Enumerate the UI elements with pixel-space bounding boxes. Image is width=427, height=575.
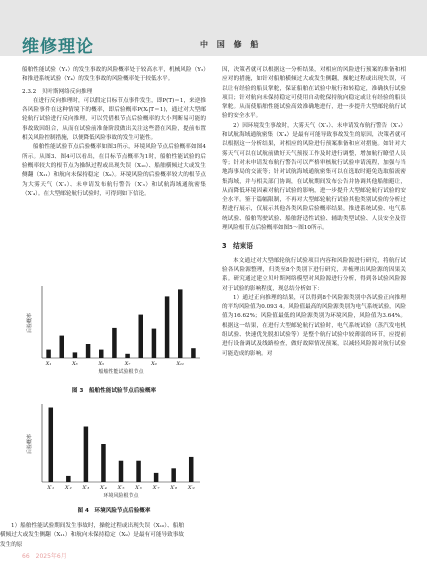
x-tick-label: X′₅ (117, 485, 125, 491)
bar (189, 457, 194, 482)
x-tick-label: X₉ (151, 361, 157, 367)
x-tick-label: X′₆ (135, 485, 142, 491)
x-tick-label: X₃ (72, 361, 78, 367)
paragraph: 因，决策者就可以根据这一分析结果，对相应的风险进行预案的准备和相应对的措施，如针对船舶横倾过大或发生侧翻，操舵过程或出现失误，可以让有经验的船员掌舵，保证船舶在试验中航行和转稳定，准确执行试验项目；针对航向未保持稳定可使用自动舵保持航向稳定或让有经验的船员掌舵。从而使船舶性能试验高效准确地进行，进一步提升大型邮轮航行试验的安全水平。 (222, 67, 406, 120)
figure-3 (22, 282, 206, 397)
x-tick-label: X₅ (98, 361, 105, 367)
bar (84, 427, 89, 482)
left-column-bottom (0, 522, 184, 550)
bar (152, 329, 157, 358)
paragraph: 在进行反向推理时，可以假定目标节点事件发生，即P(T)＝1，来逆推各风险事件在这种情境下的概率，即后验概率P(Xᵢ|T＝1)，通过对大型邮轮航行试验进行反向推理，可以凭借根节点后验概率的大小判断易可能的事故致因组合，从而在试验前准备阶段做出关注这些潜在风险，提前布置相关风险控制措施，以便降低风险事故的发生可能性。 (22, 97, 206, 142)
figure-4 (22, 400, 206, 518)
x-tick-label: X′₇ (152, 485, 160, 491)
figure-3-caption: 图 3 船舶性能试验节点后验概率 (71, 388, 157, 394)
bar (73, 352, 78, 358)
figure-3-chart (22, 282, 206, 380)
paragraph: 2）因环境发生事故时，大雾天气（X′₁）、未申请发布航行警告（X′₃）和试航海域通航密集（X′₄）是最有可能导致事故发生的原因，决策者就可以根据这一分析结果，对相应的风险进行预案准备和应对措施。如针对大雾天气可以在试航前做好天气预报工作及时进行调整，增加航行瞭望人员等；针对未申请发布航行警告可以严格审核航行试验申请流程，加强与当地海事局的交流等；针对试航海域通航密集可以在选取时避免选取船流密集海域，并与相关部门协调，在试航期间发布公告并协调其他船舶避让，从而降低环境因素对航行试验的影响，进一步提升大型邮轮航行试验的安全水平。鉴于篇幅限制，不再对大型邮轮航行试验其他类别试验的分析过程进行展示，仅展示其他各类风险后验概率结果。推进系统试验、电气系统试验、船舶驾驶试验、船舶舒适性试验、辅助类型试验、人员安全及管理风险根节点后验概率如图5～图10所示。 (222, 122, 406, 232)
figure-4-chart (22, 400, 206, 504)
x-tick-label: X₁₁ (176, 361, 185, 367)
paragraph: 本文通过对大型邮轮航行试验项目内容和风险源进行研究，将航行试验各风险源整理，归类至8个类别下进行研究，并梳理出风险源的因果关系。研究通过建立贝叶斯网络模型对风险源进行分析，得到各试验风险源对于试验的影响程度，现总结分析如下： (222, 257, 406, 292)
page-header (0, 0, 427, 56)
bar (101, 444, 106, 482)
paragraph: 1）通过正向推理的结果，可以得到8个风险源类别中各试验正向推理的平均风险值为0.093 4。风险值最高的风险源类别为电气系统试验，风险值为16.62%；风险值最低的风险源类别为环境风险，风险值为3.64%。根据这一结果，在进行大型邮轮航行试验时，电气系统试验（蒸汽发电机组试验、快速优先脱扣试验等）是整个航行试验中较薄弱的环节，应提前进行设备调试及线路检查，做好故障情况预案，以减轻风险源对航行试验可能造成的影响。对 (222, 294, 406, 357)
x-tick-label: X′₄ (100, 485, 107, 491)
x-tick-label: X′₃ (82, 485, 90, 491)
x-tick-label: X′₉ (187, 485, 195, 491)
section-title: 维修理论 (22, 37, 94, 57)
bar (112, 328, 117, 358)
bar (66, 476, 71, 482)
paragraph: 船舶性能试验节点后验概率如图3所示，环境风险节点后验概率如图4所示。从图3、图4可以看出，在目标节点概率为1时，船舶性能试验的后验概率较大的根节点为操纵过程或出现失误（X₁₀）、船舶横倾过大或发生侧翻（X₁₁）和航向未保持稳定（X₉）。环境风险的后验概率较大的根节点为大雾天气（X′₁）、未申请发布航行警告（X′₃）和试航海域通航密集（X′₄）。在大型邮轮航行试验时，可得到如下信论。 (22, 144, 206, 197)
x-axis-label: 船舶性能试验根节点 (98, 369, 144, 375)
x-axis-label: 环境风险根节点 (103, 493, 139, 499)
x-tick-label: X′₂ (64, 485, 72, 491)
y-axis-label: 后验概率 (27, 312, 33, 334)
paragraph: 船舶性能试验（Y₁）的发生事故的风险概率处于较高水平，机械风险（Y₃）和推进系统试验（Y₄）的发生事故的风险概率处于较低水平。 (22, 67, 206, 83)
x-tick-label: X′₁ (47, 485, 55, 491)
x-tick-label: X₁ (45, 361, 52, 367)
bar (165, 296, 170, 358)
bar (60, 336, 65, 358)
bar (99, 350, 104, 358)
bar (119, 461, 124, 482)
bar (136, 461, 141, 482)
bar (139, 315, 144, 358)
section-heading: 3 结束语 (222, 242, 253, 251)
x-tick-label: X₇ (124, 361, 131, 367)
bar (191, 348, 196, 358)
bar (49, 408, 54, 482)
x-tick-label: X′₈ (170, 485, 178, 491)
figure-4-caption: 图 4 环境风险节点后验概率 (77, 508, 151, 514)
y-axis-label: 后验概率 (27, 433, 33, 455)
bar (46, 350, 51, 358)
page-footer: 66 2025年6月 (22, 553, 67, 560)
bar (154, 473, 159, 482)
bar (125, 354, 130, 358)
journal-logo: 中 国 修 船 (200, 39, 262, 49)
bar (86, 344, 91, 358)
paragraph: 1）船舶性能试验期间发生事故时，操舵过程或出现失误（X₁₀）、船舶横倾过大或发生侧翻（X₁₁）和航向未保持稳定（X₉）是最有可能导致事故发生的原 (0, 523, 184, 548)
subsection-heading: 2.3.2 贝叶斯网络反向推理 (22, 88, 93, 95)
right-column (222, 66, 406, 359)
bar (171, 468, 176, 482)
bar (178, 289, 183, 358)
left-column (22, 66, 206, 199)
